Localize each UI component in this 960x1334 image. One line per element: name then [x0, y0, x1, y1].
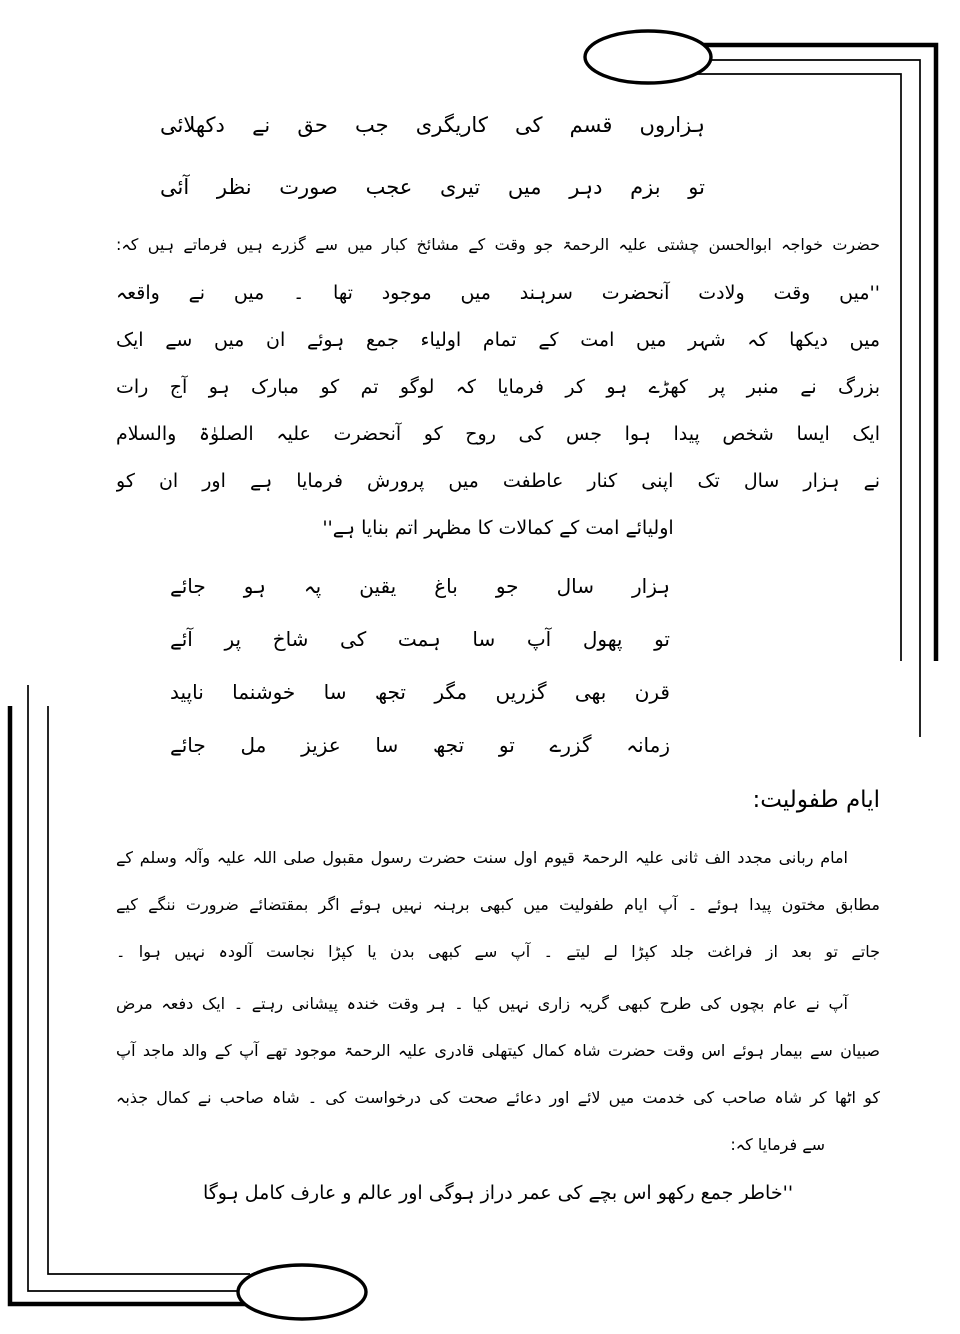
- opening-couplet: [160, 94, 705, 218]
- quote-line-6: اولیائے امت کے کمالات کا مظہر اتم بنایا ہے'': [322, 517, 674, 539]
- couplet-line-2: تو بزم دہر میں تیری عجب صورت نظر آئی: [160, 175, 705, 199]
- paragraph-2-line-2: صبیان سے بیمار ہوئے اس وقت حضرت شاہ کمال کیتھلی قادری علیہ الرحمۃ موجود تھے آپ کے والد ماجد آپ: [116, 1041, 880, 1060]
- narration-intro: [116, 222, 880, 268]
- couplet-line-1: ہزاروں قسم کی کاریگری جب حق نے دکھلائی: [160, 113, 705, 137]
- quote-line-3: بزرگ نے منبر پر کھڑے ہو کر فرمایا کہ لوگو تم کو مبارک ہو آج رات: [116, 376, 880, 398]
- closing-quote: [116, 1168, 880, 1218]
- paragraph-2-line-4: سے فرمایا کہ:: [730, 1135, 825, 1154]
- section-heading: ایام طفولیت:: [752, 787, 880, 813]
- poem-line-2: تو پھول آپ سا ہمت کی شاخ پر آئے: [170, 627, 670, 651]
- paragraph-2-line-3: کو اٹھا کر شاہ صاحب کی خدمت میں لائے اور دعائے صحت کی درخواست کی ۔ شاہ صاحب نے کمال جذبہ: [116, 1088, 880, 1107]
- oval-seal-icon: [585, 31, 711, 83]
- quote-line-4: ایک ایسا شخص پیدا ہوا جس کی روح کو آنحضرت علیہ الصلوٰۃ والسلام: [116, 423, 880, 445]
- narration-intro-line: حضرت خواجہ ابوالحسن چشتی علیہ الرحمۃ جو وقت کے مشائخ کبار میں سے گزرے ہیں فرماتے ہیں کہ:: [116, 235, 880, 254]
- paragraph-2: [116, 980, 880, 1168]
- poem-line-3: قرن بھی گزریں مگر تجھ سا خوشنما ناپید: [170, 680, 670, 704]
- paragraph-1-line-1: امام ربانی مجدد الف ثانی علیہ الرحمۃ قیوم اول سنت حضرت رسول مقبول صلی اللہ علیہ وآلہ وسلم کے: [116, 848, 848, 867]
- quote-line-1: ''میں وقت ولادت آنحضرت سرہند میں موجود تھا ۔ میں نے واقعہ: [116, 282, 880, 304]
- quote-line-5: نے ہزار سال تک اپنی کنار عاطفت میں پرورش فرمایا ہے اور ان کو: [116, 470, 880, 492]
- closing-quote-line: ''خاطر جمع رکھو اس بچے کی عمر دراز ہوگی اور عالم و عارف کامل ہوگا: [202, 1182, 794, 1204]
- poem-line-4: زمانہ گزرے تو تجھ سا عزیز مل جائے: [170, 733, 670, 757]
- narration-quote: [116, 270, 880, 552]
- poem: [170, 560, 670, 772]
- quote-line-2: میں دیکھا کہ شہر میں امت کے تمام اولیاء جمع ہوئے ان میں سے ایک: [116, 329, 880, 351]
- oval-seal-icon: [238, 1265, 366, 1319]
- paragraph-2-line-1: آپ نے عام بچوں کی طرح کبھی گریہ زاری نہیں کیا ۔ ہر وقت خندہ پیشانی رہتے ۔ ایک دفعہ مرض: [116, 994, 848, 1013]
- paragraph-1-line-2: مطابق مختون پیدا ہوئے ۔ آپ ایام طفولیت میں کبھی برہنہ نہیں ہوئے اگر بمقتضائے ضرورت ننگے کیے: [116, 895, 880, 914]
- poem-line-1: ہزار سال جو باغ یقین پہ ہو جائے: [170, 574, 670, 598]
- paragraph-1: [116, 834, 880, 975]
- paragraph-1-line-3: جاتے تو بعد از فراغت جلد کپڑا لے لیتے ۔ آپ سے کبھی بدن یا کپڑا نجاست آلودہ نہیں ہوا ۔: [116, 942, 880, 961]
